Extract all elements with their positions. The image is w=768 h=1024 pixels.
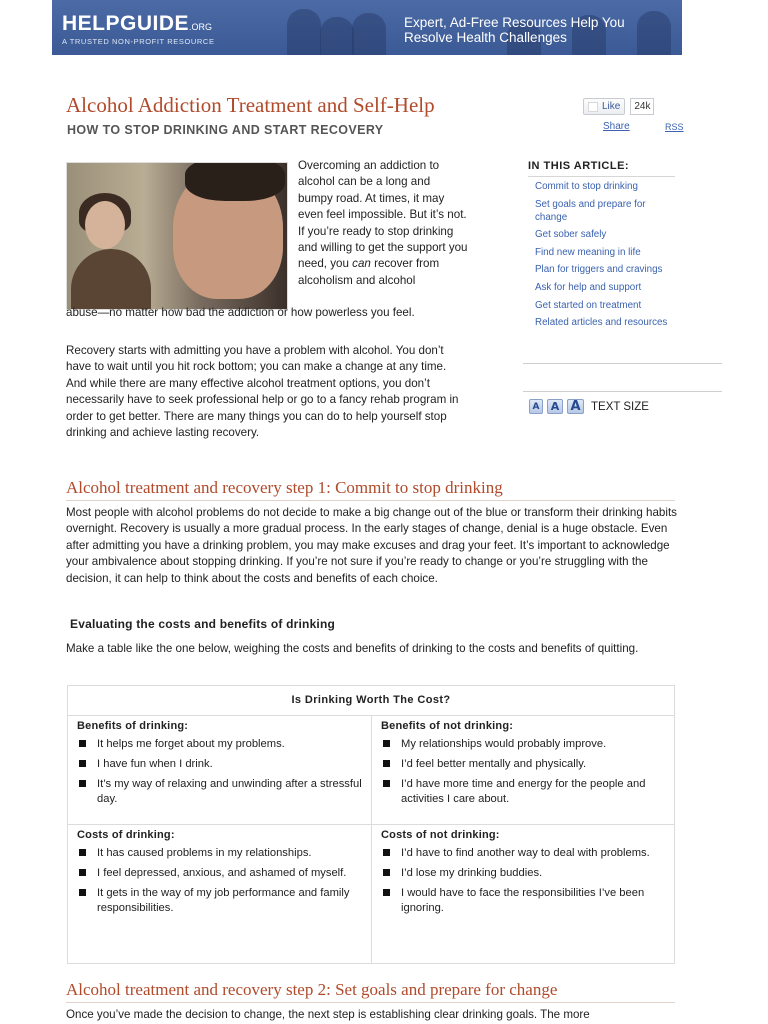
bullet-icon [383, 869, 390, 876]
logo-org: .ORG [189, 22, 213, 32]
list-item-text: My relationships would probably improve. [401, 738, 607, 750]
step1-body: Most people with alcohol problems do not decide to make a big change out of the blue or transform their drinking habits overnight. Recovery is usually a more gradual process. In the early stages of change, denial is a huge obstacle. Even after admitting you have a drinking problem, you may make excuses and drag your feet. It’s important to acknowledge your ambivalence about stopping drinking. If you’re not sure if you’re ready to change or you’re struggling with the decision, it can help to think about the costs and benefits of each choice. [66, 506, 677, 585]
bullet-icon [79, 869, 86, 876]
list-item-text: It helps me forget about my problems. [97, 738, 285, 750]
bullet-icon [383, 889, 390, 896]
logo-name: HELPGUIDE [62, 12, 190, 35]
list-item-text: It gets in the way of my job performance and family responsibilities. [97, 887, 350, 914]
article-photo [66, 162, 288, 310]
step2-body: Once you’ve made the decision to change, the next step is establishing clear drinking goals. The more [66, 1008, 590, 1021]
share-link[interactable]: Share [603, 121, 630, 132]
text-size-medium-button[interactable]: A [547, 399, 563, 414]
page-title: Alcohol Addiction Treatment and Self-Help [66, 93, 435, 117]
banner-tagline-line2: Resolve Health Challenges [404, 30, 567, 45]
photo-figure [185, 162, 285, 201]
costs-drinking-list [77, 846, 363, 916]
list-item-text: I’d lose my drinking buddies. [401, 867, 543, 879]
sidebar-item-set-goals[interactable]: Set goals and prepare for change [535, 198, 646, 223]
sidebar-separator [523, 391, 722, 392]
bullet-icon [79, 780, 86, 787]
page-subtitle: HOW TO STOP DRINKING AND START RECOVERY [67, 123, 384, 137]
list-item-text: It has caused problems in my relationships. [97, 847, 312, 859]
step1-heading: Alcohol treatment and recovery step 1: Commit to stop drinking [66, 478, 675, 501]
list-item-text: I’d have more time and energy for the people and activities I care about. [401, 778, 646, 805]
bullet-icon [383, 740, 390, 747]
list-item-text: I would have to face the responsibilities I’ve been ignoring. [401, 887, 645, 914]
site-banner[interactable] [52, 0, 682, 55]
bullet-icon [79, 849, 86, 856]
list-item [77, 757, 363, 772]
banner-silhouette [352, 13, 386, 55]
bullet-icon [79, 889, 86, 896]
benefits-not-drinking-cell [372, 720, 675, 812]
costs-drinking-heading: Costs of drinking: [77, 829, 175, 841]
photo-figure [85, 201, 125, 249]
logo-tagline: A TRUSTED NON-PROFIT RESOURCE [62, 37, 215, 46]
bullet-icon [79, 740, 86, 747]
intro-emphasis: can [352, 257, 371, 271]
list-item [77, 866, 363, 881]
rss-link[interactable]: RSS [665, 122, 684, 132]
intro-text-1: Overcoming an addiction to alcohol can be a long and bumpy road. At times, it may even feel impossible. But it’s not. If you’re ready to stop drinking and willing to get the support you need, you [298, 159, 468, 271]
costs-not-drinking-cell [372, 829, 675, 921]
text-size-control [529, 399, 649, 414]
like-label: Like [602, 100, 621, 112]
thumbs-up-icon [588, 102, 598, 112]
sidebar-heading: IN THIS ARTICLE: [528, 160, 630, 172]
benefits-drinking-heading: Benefits of drinking: [77, 720, 189, 732]
bullet-icon [383, 780, 390, 787]
facebook-like [583, 97, 654, 115]
sidebar-item-commit[interactable]: Commit to stop drinking [535, 181, 638, 192]
banner-silhouette [287, 9, 321, 55]
list-item [381, 777, 667, 807]
list-item [77, 777, 363, 807]
list-item [381, 846, 667, 861]
list-item-text: It’s my way of relaxing and unwinding after a stressful day. [97, 778, 362, 805]
costs-not-drinking-list [381, 846, 667, 916]
sidebar-item-related[interactable]: Related articles and resources [535, 317, 668, 329]
intro-paragraph-wrap: abuse—no matter how bad the addiction or how powerless you feel. [66, 306, 415, 319]
list-item [381, 757, 667, 772]
helpguide-logo[interactable] [62, 12, 215, 46]
list-item [77, 846, 363, 861]
list-item [77, 886, 363, 916]
benefits-not-drinking-heading: Benefits of not drinking: [381, 720, 514, 732]
sidebar-separator [523, 363, 722, 364]
list-item-text: I feel depressed, anxious, and ashamed of myself. [97, 867, 347, 879]
sidebar-item-plan-triggers[interactable]: Plan for triggers and cravings [535, 264, 663, 276]
list-item [381, 886, 667, 916]
intro-paragraph-2: Recovery starts with admitting you have a problem with alcohol. You don’t have to wait until you hit rock bottom; you can make a change at any time. And while there are many effective alcohol treatment options, you don’t necessarily have to seek professional help or go to a fancy rehab program in order to get better. There are many things you can do to help yourself stop drinking and achieve lasting recovery. [66, 344, 459, 440]
sidebar-item-ask-help[interactable]: Ask for help and support [535, 281, 642, 293]
like-button[interactable] [583, 98, 625, 115]
costs-drinking-cell [68, 829, 371, 921]
sidebar-item-get-sober[interactable]: Get sober safely [535, 229, 607, 241]
photo-figure [71, 249, 151, 310]
bullet-icon [79, 760, 86, 767]
sidebar-toc [535, 180, 675, 334]
cost-benefit-table [67, 685, 675, 964]
intro-text-2: recover from alcoholism and alcohol [298, 257, 440, 287]
list-item-text: I have fun when I drink. [97, 758, 213, 770]
text-size-small-button[interactable]: A [529, 399, 543, 414]
bullet-icon [383, 760, 390, 767]
cost-table-title: Is Drinking Worth The Cost? [68, 686, 674, 716]
sidebar-item-find-meaning[interactable]: Find new meaning in life [535, 246, 641, 258]
list-item-text: I’d feel better mentally and physically. [401, 758, 587, 770]
costs-not-drinking-heading: Costs of not drinking: [381, 829, 500, 841]
text-size-large-button[interactable]: A [567, 399, 584, 414]
list-item [381, 866, 667, 881]
benefits-drinking-cell [68, 720, 371, 812]
intro-paragraph [298, 158, 468, 289]
step2-heading: Alcohol treatment and recovery step 2: Set goals and prepare for change [66, 980, 675, 1003]
text-size-label: TEXT SIZE [591, 400, 649, 413]
banner-tagline [404, 15, 625, 45]
list-item-text: I’d have to find another way to deal with problems. [401, 847, 650, 859]
list-item [77, 737, 363, 752]
bullet-icon [383, 849, 390, 856]
banner-tagline-line1: Expert, Ad-Free Resources Help You [404, 15, 625, 30]
evaluating-subheading: Evaluating the costs and benefits of drinking [70, 617, 336, 631]
table-divider [68, 824, 674, 825]
sidebar-divider [528, 176, 675, 177]
banner-silhouette [320, 17, 354, 55]
table-intro: Make a table like the one below, weighing the costs and benefits of drinking to the costs and benefits of quitting. [66, 642, 639, 655]
sidebar-item-get-started[interactable]: Get started on treatment [535, 299, 642, 311]
banner-silhouette [637, 11, 671, 55]
benefits-drinking-list [77, 737, 363, 807]
list-item [381, 737, 667, 752]
like-count: 24k [630, 98, 654, 115]
benefits-not-drinking-list [381, 737, 667, 807]
